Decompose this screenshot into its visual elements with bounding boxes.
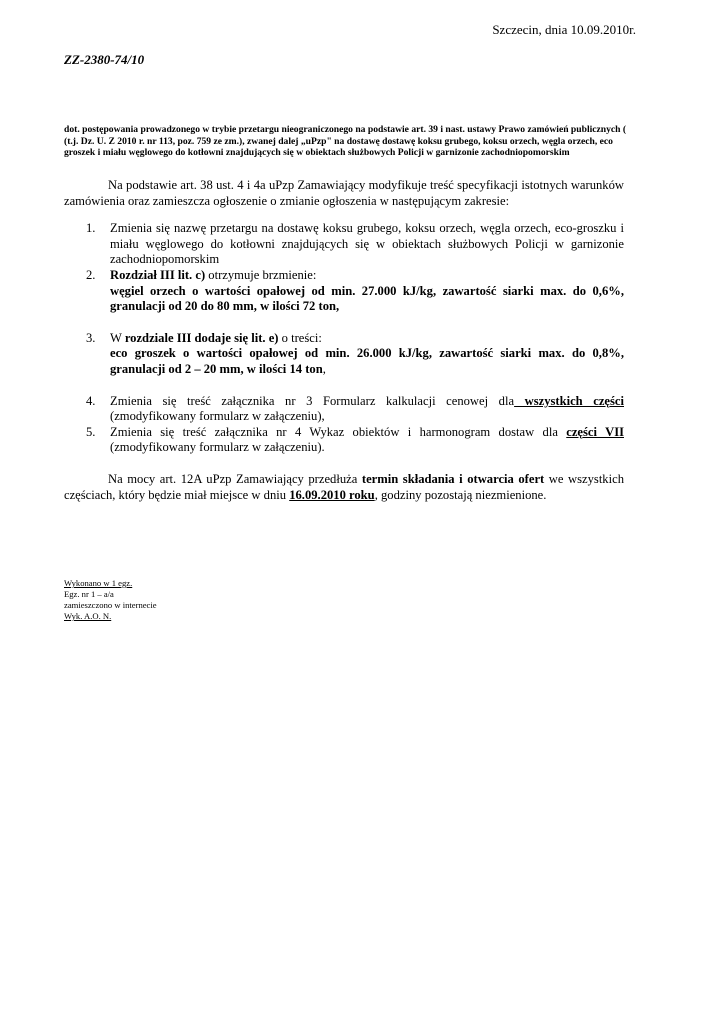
item-emphasis: części VII — [566, 424, 624, 439]
item-tail: , — [322, 361, 326, 376]
footer-line-2: Egz. nr 1 – a/a — [64, 589, 114, 599]
changes-list — [64, 221, 624, 456]
item-post: (zmodyfikowany formularz w załączeniu). — [110, 440, 325, 455]
list-item — [64, 221, 624, 268]
subject-line-2: (t.j. Dz. U. Z 2010 r. nr 113, poz. 759 ze zm.), zwanej dalej „uPzp" na dostawę dostawę koksu grubego, koksu orzech, węgla orzech, eco — [64, 135, 613, 147]
document-body — [64, 178, 624, 503]
item-bold-lead: Rozdział III lit. c) — [110, 267, 206, 282]
reference-number: ZZ-2380-74/10 — [64, 52, 145, 67]
item-text: Zmienia się nazwę przetargu na dostawę koksu grubego, koksu orzech, węgla orzech, eco-groszku i miału węglowego do kotłowni znajdujących się w obiektach służbowych Policji w garnizonie zachodniopomorskim — [110, 221, 624, 267]
item-number: 5. — [86, 424, 96, 439]
item-bold-text: eco groszek o wartości opałowej od min. 26.000 kJ/kg, zawartość siarki max. do 0,8%, granulacji od 2 – 20 mm, w ilości 14 ton — [110, 346, 624, 376]
item-number: 2. — [86, 267, 96, 282]
closing-pre: Na mocy art. 12A uPzp Zamawiający przedłuża — [108, 471, 362, 486]
intro-paragraph: Na podstawie art. 38 ust. 4 i 4a uPzp Zamawiający modyfikuje treść specyfikacji istotnych warunków zamówienia oraz zamieszcza ogłoszenie o zmianie ogłoszenia w następującym zakresie: — [64, 178, 624, 208]
list-item — [64, 331, 624, 378]
item-emphasis: wszystkich części — [514, 393, 624, 408]
item-number: 4. — [86, 393, 96, 408]
closing-post: , godziny pozostają niezmienione. — [374, 487, 547, 502]
closing-date: 16.09.2010 roku — [289, 487, 375, 502]
item-bold-lead: rozdziale III dodaje się lit. e) — [124, 330, 279, 345]
date-line: Szczecin, dnia 10.09.2010r. — [492, 22, 636, 37]
subject-line-3: groszek i miału węglowego do kotłowni znajdujących się w obiektach służbowych Policji w garnizonie zachodniopomorskim — [64, 147, 570, 159]
closing-bold: termin składania i otwarcia ofert — [361, 471, 545, 486]
item-lead-rest: o treści: — [278, 330, 322, 345]
item-lead-rest: otrzymuje brzmienie: — [205, 267, 317, 282]
closing-mid: we wszystkich częściach, który będzie miał miejsce w dniu — [64, 471, 624, 502]
item-pre: Zmienia się treść załącznika nr 3 Formularz kalkulacji cenowej dla — [110, 393, 515, 408]
item-number: 1. — [86, 221, 96, 236]
subject-line-1: dot. postępowania prowadzonego w trybie przetargu nieograniczonego na podstawie art. 39 i nast. ustawy Prawo zamówień publicznych ( — [64, 124, 627, 135]
item-number: 3. — [86, 330, 96, 345]
item-bold-text: węgiel orzech o wartości opałowej od min. 27.000 kJ/kg, zawartość siarki max. do 0,6%, granulacji od 20 do 80 mm, w ilości 72 ton, — [110, 283, 624, 314]
footer-line-4: Wyk. A.O. N. — [64, 611, 112, 621]
subject-block — [64, 124, 636, 159]
list-item — [64, 268, 624, 315]
list-item — [64, 425, 624, 456]
closing-paragraph — [64, 472, 624, 503]
item-post: (zmodyfikowany formularz w załączeniu), — [110, 409, 325, 424]
footer-line-3: zamieszczono w internecie — [64, 600, 157, 610]
footer-line-1: Wykonano w 1 egz. — [64, 578, 133, 588]
item-pre: W — [110, 330, 125, 345]
list-item — [64, 394, 624, 425]
footer-notes — [64, 578, 157, 622]
item-pre: Zmienia się treść załącznika nr 4 Wykaz obiektów i harmonogram dostaw dla — [110, 424, 567, 439]
